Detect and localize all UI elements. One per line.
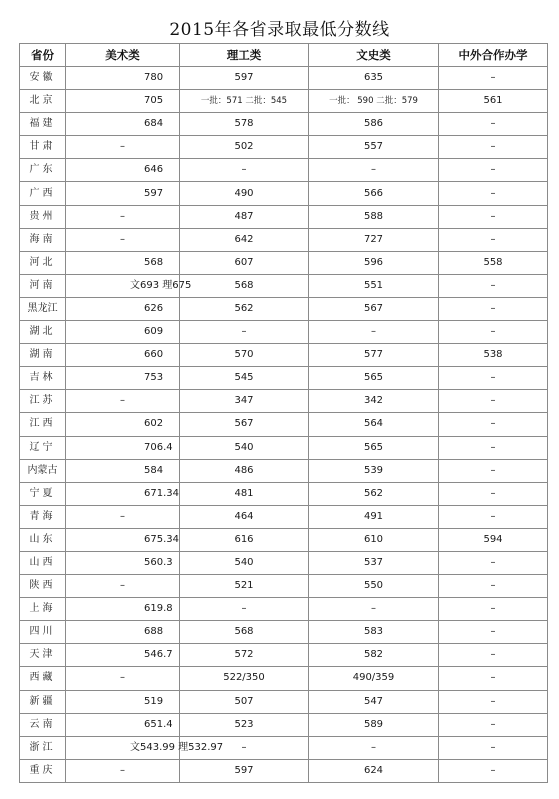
art-score-cell: – bbox=[66, 667, 180, 690]
coop-score-cell: – bbox=[439, 67, 548, 90]
art-score-cell: 684 bbox=[66, 113, 180, 136]
art-score-cell: – bbox=[66, 205, 180, 228]
table-row bbox=[20, 390, 548, 413]
table-row bbox=[20, 575, 548, 598]
coop-score-cell: – bbox=[439, 159, 548, 182]
art-score-cell: – bbox=[66, 575, 180, 598]
art-score-cell: 519 bbox=[66, 690, 180, 713]
liberal-score-cell: 537 bbox=[309, 551, 439, 574]
table-row bbox=[20, 344, 548, 367]
coop-score-cell: 538 bbox=[439, 344, 548, 367]
coop-score-cell: – bbox=[439, 274, 548, 297]
province-cell: 四川 bbox=[20, 621, 66, 644]
province-cell: 黑龙江 bbox=[20, 297, 66, 320]
science-score-cell: – bbox=[180, 598, 309, 621]
science-score-cell: 521 bbox=[180, 575, 309, 598]
coop-score-cell: – bbox=[439, 644, 548, 667]
liberal-score-cell: 583 bbox=[309, 621, 439, 644]
table-row bbox=[20, 67, 548, 90]
science-score-cell: 464 bbox=[180, 505, 309, 528]
coop-score-cell: – bbox=[439, 436, 548, 459]
province-cell: 青海 bbox=[20, 505, 66, 528]
coop-score-cell: 594 bbox=[439, 528, 548, 551]
art-score-cell: – bbox=[66, 136, 180, 159]
province-cell: 陕西 bbox=[20, 575, 66, 598]
science-score-cell: 597 bbox=[180, 67, 309, 90]
province-cell: 河南 bbox=[20, 274, 66, 297]
liberal-score-cell: – bbox=[309, 321, 439, 344]
liberal-score-cell: 565 bbox=[309, 436, 439, 459]
province-cell: 宁夏 bbox=[20, 482, 66, 505]
province-cell: 广西 bbox=[20, 182, 66, 205]
liberal-score-cell: 588 bbox=[309, 205, 439, 228]
liberal-score-cell: – bbox=[309, 598, 439, 621]
table-row bbox=[20, 413, 548, 436]
liberal-score-cell: 582 bbox=[309, 644, 439, 667]
liberal-score-cell: 490/359 bbox=[309, 667, 439, 690]
liberal-score-cell: 566 bbox=[309, 182, 439, 205]
liberal-score-cell: 635 bbox=[309, 67, 439, 90]
province-cell: 内蒙古 bbox=[20, 459, 66, 482]
table-row bbox=[20, 598, 548, 621]
province-cell: 吉林 bbox=[20, 367, 66, 390]
coop-score-cell: – bbox=[439, 182, 548, 205]
province-cell: 广东 bbox=[20, 159, 66, 182]
coop-score-cell: – bbox=[439, 551, 548, 574]
liberal-score-cell: 564 bbox=[309, 413, 439, 436]
liberal-score-cell: 547 bbox=[309, 690, 439, 713]
coop-score-cell: – bbox=[439, 459, 548, 482]
page-title: 2015年各省录取最低分数线 bbox=[169, 20, 390, 40]
province-cell: 上海 bbox=[20, 598, 66, 621]
liberal-score-cell: 567 bbox=[309, 297, 439, 320]
province-cell: 河北 bbox=[20, 251, 66, 274]
province-cell: 西藏 bbox=[20, 667, 66, 690]
province-cell: 湖南 bbox=[20, 344, 66, 367]
liberal-score-cell: 565 bbox=[309, 367, 439, 390]
science-score-cell: 568 bbox=[180, 621, 309, 644]
art-score-cell: 675.34 bbox=[66, 528, 180, 551]
table-row bbox=[20, 459, 548, 482]
science-score-cell: 578 bbox=[180, 113, 309, 136]
science-score-cell: 490 bbox=[180, 182, 309, 205]
coop-score-cell: – bbox=[439, 205, 548, 228]
province-cell: 江苏 bbox=[20, 390, 66, 413]
coop-score-cell: – bbox=[439, 667, 548, 690]
liberal-score-cell: 586 bbox=[309, 113, 439, 136]
table-row bbox=[20, 436, 548, 459]
art-score-cell: 560.3 bbox=[66, 551, 180, 574]
province-cell: 湖北 bbox=[20, 321, 66, 344]
liberal-score-cell: 一批： 590 二批：579 bbox=[309, 90, 439, 113]
science-score-cell: 347 bbox=[180, 390, 309, 413]
science-score-cell: 487 bbox=[180, 205, 309, 228]
science-score-cell: 597 bbox=[180, 759, 309, 782]
science-score-cell: 642 bbox=[180, 228, 309, 251]
science-score-cell: 502 bbox=[180, 136, 309, 159]
art-score-cell: 706.4 bbox=[66, 436, 180, 459]
province-cell: 天津 bbox=[20, 644, 66, 667]
science-score-cell: 522/350 bbox=[180, 667, 309, 690]
art-score-cell: 705 bbox=[66, 90, 180, 113]
art-score-cell: 584 bbox=[66, 459, 180, 482]
table-row bbox=[20, 713, 548, 736]
province-cell: 辽宁 bbox=[20, 436, 66, 459]
table-row bbox=[20, 321, 548, 344]
art-score-cell: 780 bbox=[66, 67, 180, 90]
coop-score-cell: – bbox=[439, 713, 548, 736]
table-row bbox=[20, 182, 548, 205]
art-score-cell: 753 bbox=[66, 367, 180, 390]
art-score-cell: 546.7 bbox=[66, 644, 180, 667]
liberal-score-cell: 589 bbox=[309, 713, 439, 736]
liberal-score-cell: 550 bbox=[309, 575, 439, 598]
table-row bbox=[20, 367, 548, 390]
art-score-cell: 602 bbox=[66, 413, 180, 436]
coop-score-cell: – bbox=[439, 228, 548, 251]
art-score-cell: 597 bbox=[66, 182, 180, 205]
science-score-cell: 540 bbox=[180, 436, 309, 459]
table-row bbox=[20, 297, 548, 320]
coop-score-cell: – bbox=[439, 621, 548, 644]
science-score-cell: 607 bbox=[180, 251, 309, 274]
table-row bbox=[20, 90, 548, 113]
coop-score-cell: – bbox=[439, 136, 548, 159]
coop-score-cell: – bbox=[439, 482, 548, 505]
coop-score-cell: – bbox=[439, 390, 548, 413]
province-cell: 安徽 bbox=[20, 67, 66, 90]
table-row bbox=[20, 228, 548, 251]
art-score-cell: 文543.99 理532.97 bbox=[66, 736, 180, 759]
art-score-cell: – bbox=[66, 759, 180, 782]
table-row bbox=[20, 251, 548, 274]
header-liberal: 文史类 bbox=[309, 44, 439, 67]
liberal-score-cell: 596 bbox=[309, 251, 439, 274]
art-score-cell: 671.34 bbox=[66, 482, 180, 505]
liberal-score-cell: 551 bbox=[309, 274, 439, 297]
art-score-cell: 609 bbox=[66, 321, 180, 344]
science-score-cell: 567 bbox=[180, 413, 309, 436]
art-score-cell: 688 bbox=[66, 621, 180, 644]
art-score-cell: 568 bbox=[66, 251, 180, 274]
art-score-cell: – bbox=[66, 228, 180, 251]
coop-score-cell: – bbox=[439, 113, 548, 136]
science-score-cell: 486 bbox=[180, 459, 309, 482]
art-score-cell: – bbox=[66, 505, 180, 528]
province-cell: 贵州 bbox=[20, 205, 66, 228]
coop-score-cell: – bbox=[439, 505, 548, 528]
table-row bbox=[20, 759, 548, 782]
score-table bbox=[19, 43, 548, 783]
coop-score-cell: – bbox=[439, 367, 548, 390]
table-row bbox=[20, 551, 548, 574]
province-cell: 福建 bbox=[20, 113, 66, 136]
liberal-score-cell: 491 bbox=[309, 505, 439, 528]
table-row bbox=[20, 690, 548, 713]
province-cell: 江西 bbox=[20, 413, 66, 436]
coop-score-cell: – bbox=[439, 736, 548, 759]
coop-score-cell: 558 bbox=[439, 251, 548, 274]
coop-score-cell: 561 bbox=[439, 90, 548, 113]
liberal-score-cell: – bbox=[309, 159, 439, 182]
province-cell: 山西 bbox=[20, 551, 66, 574]
table-row bbox=[20, 528, 548, 551]
science-score-cell: 568 bbox=[180, 274, 309, 297]
science-score-cell: – bbox=[180, 321, 309, 344]
table-row bbox=[20, 205, 548, 228]
province-cell: 北京 bbox=[20, 90, 66, 113]
table-row bbox=[20, 644, 548, 667]
science-score-cell: 481 bbox=[180, 482, 309, 505]
art-score-cell: 619.8 bbox=[66, 598, 180, 621]
province-cell: 海南 bbox=[20, 228, 66, 251]
coop-score-cell: – bbox=[439, 297, 548, 320]
table-row bbox=[20, 113, 548, 136]
coop-score-cell: – bbox=[439, 413, 548, 436]
science-score-cell: 507 bbox=[180, 690, 309, 713]
art-score-cell: 660 bbox=[66, 344, 180, 367]
liberal-score-cell: 557 bbox=[309, 136, 439, 159]
table-row bbox=[20, 159, 548, 182]
science-score-cell: – bbox=[180, 736, 309, 759]
liberal-score-cell: 539 bbox=[309, 459, 439, 482]
table-row bbox=[20, 621, 548, 644]
header-science: 理工类 bbox=[180, 44, 309, 67]
province-cell: 山东 bbox=[20, 528, 66, 551]
liberal-score-cell: 562 bbox=[309, 482, 439, 505]
art-score-cell: 651.4 bbox=[66, 713, 180, 736]
coop-score-cell: – bbox=[439, 690, 548, 713]
science-score-cell: 570 bbox=[180, 344, 309, 367]
header-province: 省份 bbox=[20, 44, 66, 67]
table-header-row bbox=[20, 44, 548, 67]
coop-score-cell: – bbox=[439, 321, 548, 344]
province-cell: 云南 bbox=[20, 713, 66, 736]
table-row bbox=[20, 482, 548, 505]
province-cell: 新疆 bbox=[20, 690, 66, 713]
science-score-cell: 545 bbox=[180, 367, 309, 390]
liberal-score-cell: 342 bbox=[309, 390, 439, 413]
science-score-cell: 616 bbox=[180, 528, 309, 551]
liberal-score-cell: 610 bbox=[309, 528, 439, 551]
science-score-cell: – bbox=[180, 159, 309, 182]
science-score-cell: 562 bbox=[180, 297, 309, 320]
coop-score-cell: – bbox=[439, 598, 548, 621]
header-coop: 中外合作办学 bbox=[439, 44, 548, 67]
science-score-cell: 540 bbox=[180, 551, 309, 574]
table-body bbox=[20, 67, 548, 783]
art-score-cell: 626 bbox=[66, 297, 180, 320]
table-row bbox=[20, 274, 548, 297]
table-row bbox=[20, 736, 548, 759]
art-score-cell: – bbox=[66, 390, 180, 413]
table-row bbox=[20, 667, 548, 690]
science-score-cell: 572 bbox=[180, 644, 309, 667]
liberal-score-cell: 624 bbox=[309, 759, 439, 782]
art-score-cell: 646 bbox=[66, 159, 180, 182]
header-art: 美术类 bbox=[66, 44, 180, 67]
province-cell: 重庆 bbox=[20, 759, 66, 782]
science-score-cell: 一批：571 二批：545 bbox=[180, 90, 309, 113]
liberal-score-cell: – bbox=[309, 736, 439, 759]
province-cell: 甘肃 bbox=[20, 136, 66, 159]
province-cell: 浙江 bbox=[20, 736, 66, 759]
coop-score-cell: – bbox=[439, 759, 548, 782]
science-score-cell: 523 bbox=[180, 713, 309, 736]
coop-score-cell: – bbox=[439, 575, 548, 598]
liberal-score-cell: 577 bbox=[309, 344, 439, 367]
table-row bbox=[20, 505, 548, 528]
art-score-cell: 文693 理675 bbox=[66, 274, 180, 297]
table-row bbox=[20, 136, 548, 159]
liberal-score-cell: 727 bbox=[309, 228, 439, 251]
